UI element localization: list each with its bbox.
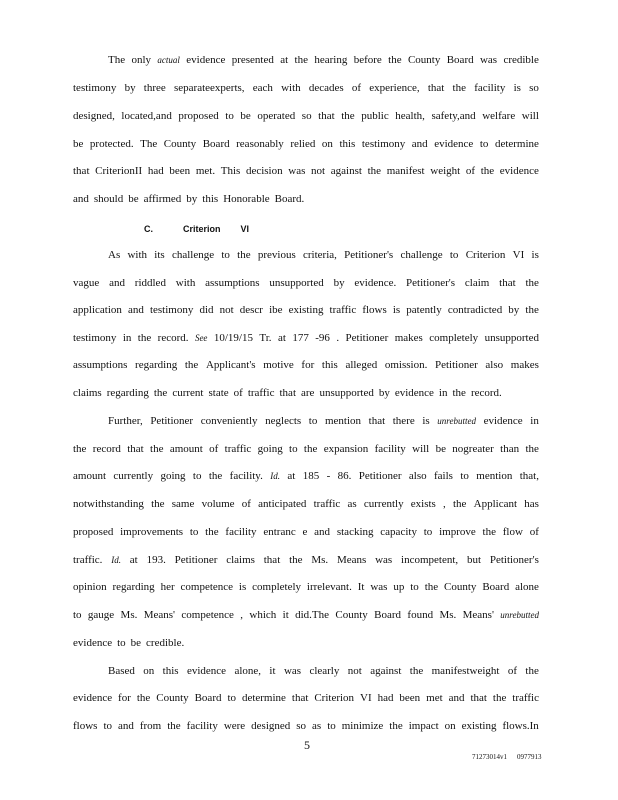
text-line: vague and riddled with assumptions unsupported by evidence. Petitioner's claim that the: [73, 277, 539, 289]
text-line: evidence for the County Board to determine that Criterion VI had been met and that the traffic: [73, 692, 539, 704]
text-line: amount currently going to the facility. Id. at 185 - 86. Petitioner also fails to mention that,: [73, 470, 539, 482]
text-line: traffic. Id. at 193. Petitioner claims that the Ms. Means was incompetent, but Petitioner's: [73, 554, 539, 566]
heading-numeral: VI: [240, 224, 250, 234]
text-line: flows to and from the facility were designed so as to minimize the impact on existing flows.In: [73, 720, 539, 732]
text-line: As with its challenge to the previous criteria, Petitioner's challenge to Criterion VI is: [108, 249, 539, 261]
text-line: be protected. The County Board reasonably relied on this testimony and evidence to determine: [73, 138, 539, 150]
text-line: Based on this evidence alone, it was clearly not against the manifestweight of the: [108, 665, 539, 677]
heading-word: Criterion: [183, 224, 221, 234]
text-line: proposed improvements to the facility entranc e and stacking capacity to improve the flow of: [73, 526, 539, 538]
text-line: the record that the amount of traffic going to the expansion facility will be nogreater than the: [73, 443, 539, 455]
document-id-a: 71273014v1: [472, 753, 507, 761]
text-line: Further, Petitioner conveniently neglects to mention that there is unrebutted evidence in: [108, 415, 539, 427]
text-line: claims regarding the current state of traffic that are unsupported by evidence in the record.: [73, 387, 502, 399]
text-line: evidence to be credible.: [73, 637, 185, 649]
text-line: and should be affirmed by this Honorable Board.: [73, 193, 305, 205]
section-heading: [144, 222, 249, 236]
text-line: assumptions regarding the Applicant's motive for this alleged omission. Petitioner also makes: [73, 359, 539, 371]
text-line: opinion regarding her competence is completely irrelevant. It was up to the County Board alone: [73, 581, 539, 593]
text-line: notwithstanding the same volume of anticipated traffic as currently exists , the Applicant has: [73, 498, 539, 510]
text-line: application and testimony did not descr ibe existing traffic flows is patently contradicted by the: [73, 304, 539, 316]
text-line: to gauge Ms. Means' competence , which it did.The County Board found Ms. Means' unrebutted: [73, 609, 539, 621]
text-line: testimony in the record. See 10/19/15 Tr. at 177 -96 . Petitioner makes completely unsupported: [73, 332, 539, 344]
text-line: that CriterionII had been met. This decision was not against the manifest weight of the evidence: [73, 165, 539, 177]
text-line: designed, located,and proposed to be operated so that the public health, safety,and welfare will: [73, 110, 539, 122]
document-id-b: 0977913: [517, 753, 542, 761]
text-line: The only actual evidence presented at the hearing before the County Board was credible: [108, 54, 539, 66]
document-id: [472, 753, 542, 761]
heading-letter: C.: [144, 224, 153, 234]
text-line: testimony by three separateexperts, each with decades of experience, that the facility is so: [73, 82, 539, 94]
page-number: 5: [304, 738, 310, 752]
